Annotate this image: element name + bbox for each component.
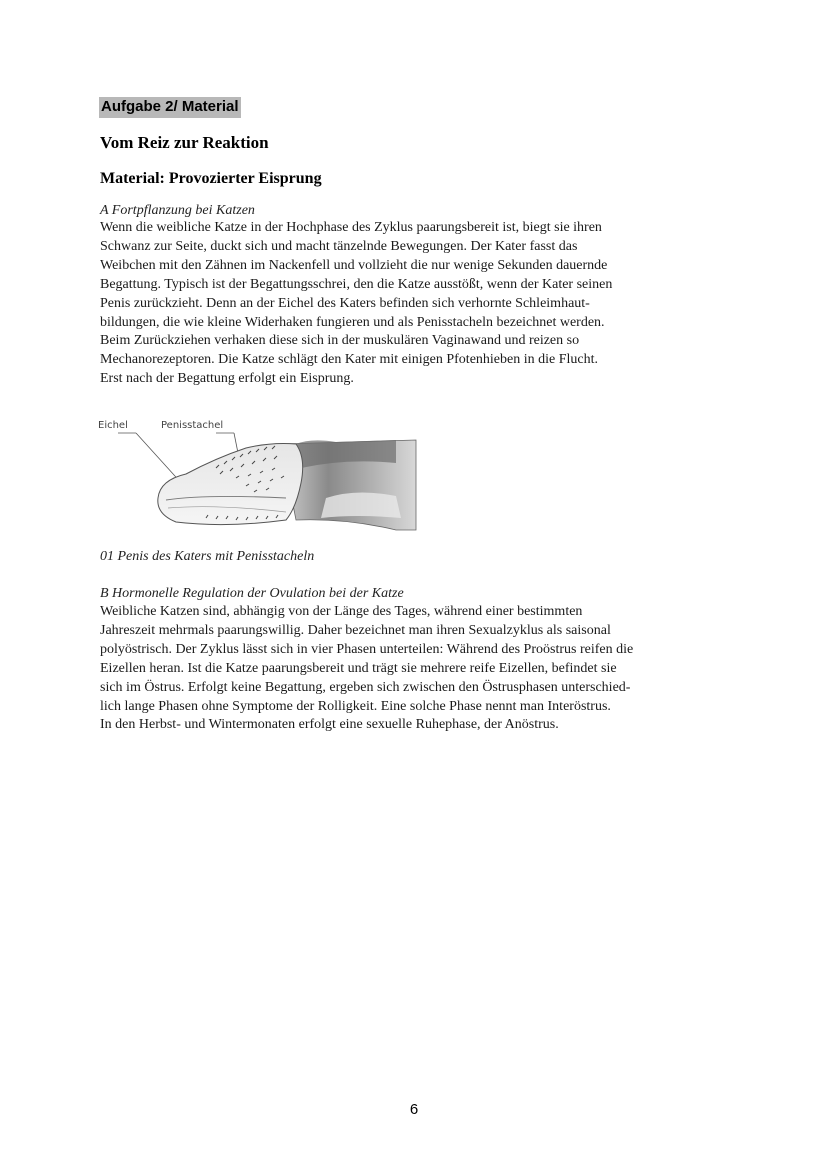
section-b-title: B Hormonelle Regulation der Ovulation bei der Katze (100, 586, 404, 601)
text-line: Eizellen heran. Ist die Katze paarungsbereit und trägt sie mehrere reife Eizellen, befindet sie (100, 660, 617, 676)
text-line: Weibchen mit den Zähnen im Nackenfell und vollzieht die nur wenige Sekunden dauernde (100, 257, 608, 273)
text-line: Beim Zurückziehen verhaken diese sich in der muskulären Vaginawand und reizen so (100, 333, 580, 349)
task-label: Aufgabe 2/ Material (99, 97, 241, 118)
text-line: Wenn die weibliche Katze in der Hochphase des Zyklus paarungsbereit ist, biegt sie ihren (100, 220, 602, 235)
section-a-title: A Fortpflanzung bei Katzen (100, 203, 255, 218)
text-line: Schwanz zur Seite, duckt sich und macht tänzelnde Bewegungen. Der Kater fasst das (100, 238, 578, 254)
page-number: 6 (409, 1101, 419, 1118)
text-line: Begattung. Typisch ist der Begattungsschrei, den die Katze ausstößt, wenn der Kater seinen (100, 276, 613, 292)
penis-illustration (96, 418, 420, 536)
section-b-text (100, 603, 700, 735)
text-line: Weibliche Katzen sind, abhängig von der Länge des Tages, während einer bestimmten (100, 604, 583, 619)
text-line: In den Herbst- und Wintermonaten erfolgt eine sexuelle Ruhephase, der Anöstrus. (100, 717, 559, 733)
text-line: Penis zurückzieht. Denn an der Eichel des Katers befinden sich verhornte Schleimhaut- (100, 295, 590, 311)
text-line: polyöstrisch. Der Zyklus lässt sich in vier Phasen unterteilen: Während des Proöstrus reifen die (100, 641, 634, 657)
label-eichel: Eichel (98, 420, 128, 431)
text-line: Mechanorezeptoren. Die Katze schlägt den Kater mit einigen Pfotenhieben in die Flucht. (100, 352, 598, 368)
page-title: Vom Reiz zur Reaktion (100, 133, 269, 152)
section-a-text (100, 219, 700, 389)
text-line: Erst nach der Begattung erfolgt ein Eisprung. (100, 371, 354, 387)
text-line: lich lange Phasen ohne Symptome der Rolligkeit. Eine solche Phase nennt man Interöstrus. (100, 698, 611, 714)
text-line: sich im Östrus. Erfolgt keine Begattung, ergeben sich zwischen den Östrusphasen unterschied- (100, 679, 631, 695)
text-line: Jahreszeit mehrmals paarungswillig. Daher bezeichnet man ihren Sexualzyklus als saisonal (100, 622, 611, 638)
material-heading: Material: Provozierter Eisprung (100, 170, 322, 187)
illustration-drawing (96, 418, 420, 536)
label-penisstachel: Penisstachel (161, 420, 224, 431)
figure-caption: 01 Penis des Katers mit Penisstacheln (100, 549, 315, 564)
text-line: bildungen, die wie kleine Widerhaken fungieren und als Penisstacheln bezeichnet werden. (100, 314, 605, 330)
